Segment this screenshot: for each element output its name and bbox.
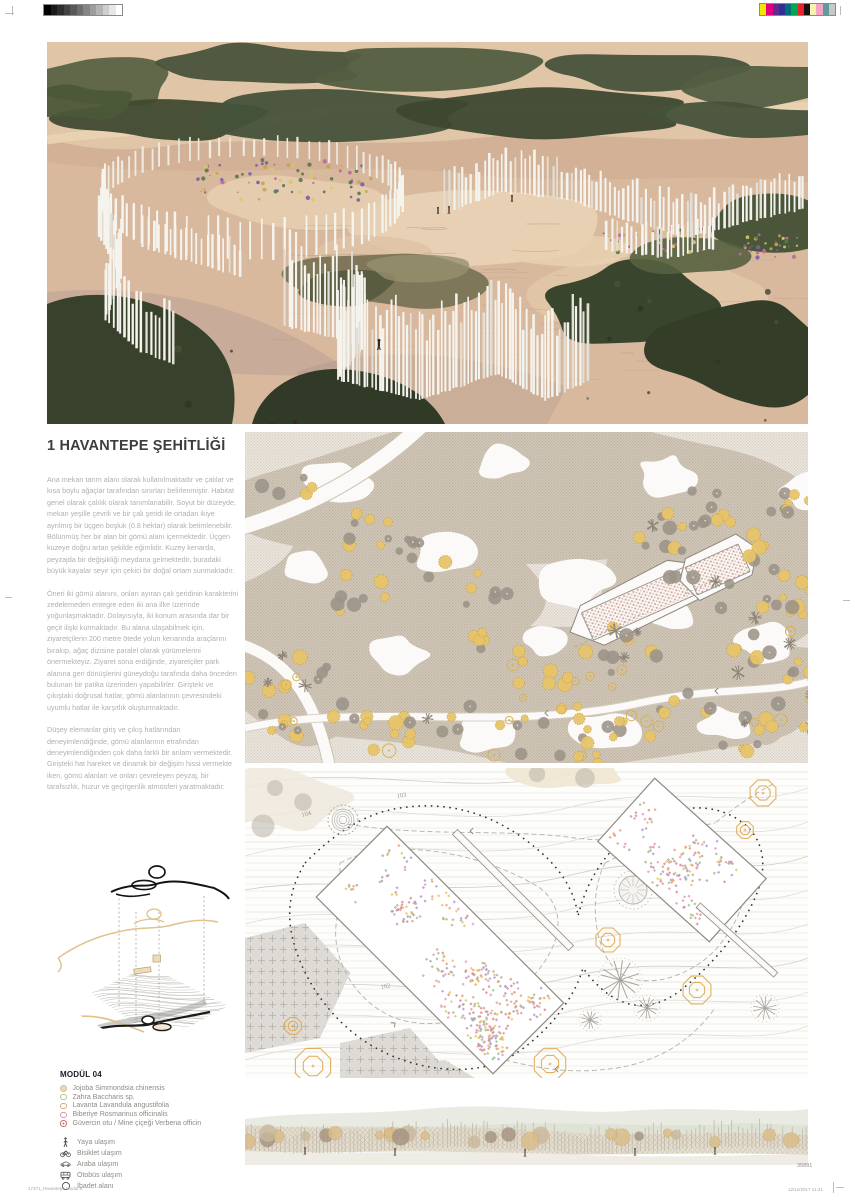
legend-label: Jojoba Simmondsia chinensis xyxy=(72,1084,165,1092)
hero-landscape-render xyxy=(47,42,808,424)
print-timestamp: 12/12/2017 11:41 xyxy=(788,1187,823,1192)
legend-item-plant xyxy=(60,1119,245,1128)
sheet-code: 17371_Havantepe Modul 5 xyxy=(28,1186,83,1191)
plant-swatch xyxy=(60,1085,67,1092)
sheet-number: 35891 xyxy=(797,1163,813,1169)
plant-swatch xyxy=(60,1112,67,1119)
legend-item-plant xyxy=(60,1093,245,1102)
plan-legend xyxy=(60,1070,245,1192)
legend-label: Bisiklet ulaşım xyxy=(77,1149,122,1157)
legend-label: Lavanta Lavandula angustifolia xyxy=(72,1102,170,1110)
legend-label: İbadet alanı xyxy=(77,1182,114,1190)
color-calibration-bar xyxy=(759,3,836,16)
contour-label: 104 xyxy=(300,809,312,819)
legend-item-transport xyxy=(60,1170,245,1181)
legend-item-transport xyxy=(60,1148,245,1159)
legend-item-transport xyxy=(60,1159,245,1170)
pedestrian-icon xyxy=(60,1137,71,1148)
registration-mark xyxy=(5,597,12,598)
legend-title: MODÜL 04 xyxy=(60,1070,102,1079)
legend-item-transport xyxy=(60,1181,245,1192)
registration-mark xyxy=(836,1187,844,1188)
site-plan-detail xyxy=(245,768,808,1078)
legend-label: Zahra Baccharis sp. xyxy=(72,1093,135,1101)
legend-label: Otobüs ulaşım xyxy=(77,1171,123,1179)
registration-mark xyxy=(5,13,14,14)
legend-label: Güvercin otu / Mine çiçeği Verbena officin xyxy=(72,1120,202,1128)
registration-mark xyxy=(833,1182,834,1193)
grayscale-calibration-bar xyxy=(43,4,123,16)
description-paragraph: Öneri iki gömü alanını, onları ayıran çalı şeridinin karakterini zedelemeden entegre eden iki ana ilke üzerinde yoğunlaşmaktadır. Dolayısıyla, iki konum arasında dar bir geçit ilişki kurmaktadır. Bu alana ulaşabilmek için, ziyaretçilerin 200 metre ötede yolun kenarında araçlarını bırakıp, ağaç dizisine paralel olarak yürümelerini önermekteyiz. Ziyaret sona erdiğinde, ziyaretçiler park alanına geri dönüşlerini güneydoğu tarafında daha önceden bulunan bir patika üzerinden yapabilirler. Girişteki ve çıkıştaki doğrusal hatlar, gömü alanlarının çevresindeki uyumlu hatlar ile karşıtlık oluşturmaktadır. xyxy=(47,588,238,712)
exploded-axon-diagram xyxy=(56,854,238,1060)
section-elevation xyxy=(245,1085,808,1165)
legend-label: Yaya ulaşım xyxy=(77,1138,115,1146)
registration-mark xyxy=(843,600,850,601)
calibration-cell xyxy=(829,4,835,15)
plant-swatch xyxy=(60,1094,67,1101)
contour-label: 102 xyxy=(380,982,391,991)
registration-mark xyxy=(840,6,841,15)
car-icon xyxy=(60,1159,71,1170)
legend-item-plant xyxy=(60,1110,245,1119)
legend-item-plant xyxy=(60,1102,245,1111)
plant-swatch xyxy=(60,1103,67,1110)
description-paragraph: Ana mekan tarım alanı olarak kullanılmaktadır ve çalılar ve kısa boylu ağaçlar tarafından sınırları belirlenmiştir. Habitat genel olarak çalılık olarak tanımlanabilir. Soyut bir düzeyde, mekan yeşille çevrili ve bir çalı şeridi ile ortadan ikiye ayrılmış bir üçgen boşluk (0.8 hektar) olarak betimlenebilir. Bölünmüş her bir alan bir gömü alanı içermektedir. Üçgen kuzeye doğru artan şekilde eğimlidir. Kuzey kenarda, peyzajda bir değişikliği meydana gelmektedir, buradaki büyük kayalar seyir için çekici bir doğal ortam sunmaktadır. xyxy=(47,475,236,576)
legend-item-transport xyxy=(60,1137,245,1148)
project-description xyxy=(47,438,240,804)
description-paragraph: Düşey elemanlar giriş ve çıkış hatlarından deneyimlendiğinde, gömü alanlarının etrafından deneyimlendiğinden çok daha farklı bir anlam vermektedir. Girişteki hat hareket ve dinamik bir değişim hissi vermekte iken, gömü alanları ve onları çevreleyen peyzaj, bir tarafsızlık, huzur ve geçirgenlik atmosferi yaratmaktadır. xyxy=(47,725,233,792)
bicycle-icon xyxy=(60,1148,71,1159)
legend-item-plant xyxy=(60,1084,245,1093)
legend-label: Araba ulaşım xyxy=(77,1160,119,1168)
bus-icon xyxy=(60,1170,71,1181)
site-plan-overview xyxy=(245,432,808,763)
plant-swatch xyxy=(60,1120,67,1127)
page-title: 1 HAVANTEPE ŞEHİTLİĞİ xyxy=(47,438,226,454)
legend-label: Biberiye Rosmarinus officinalis xyxy=(72,1111,168,1119)
contour-label: 103 xyxy=(396,791,407,800)
calibration-cell xyxy=(116,5,123,15)
